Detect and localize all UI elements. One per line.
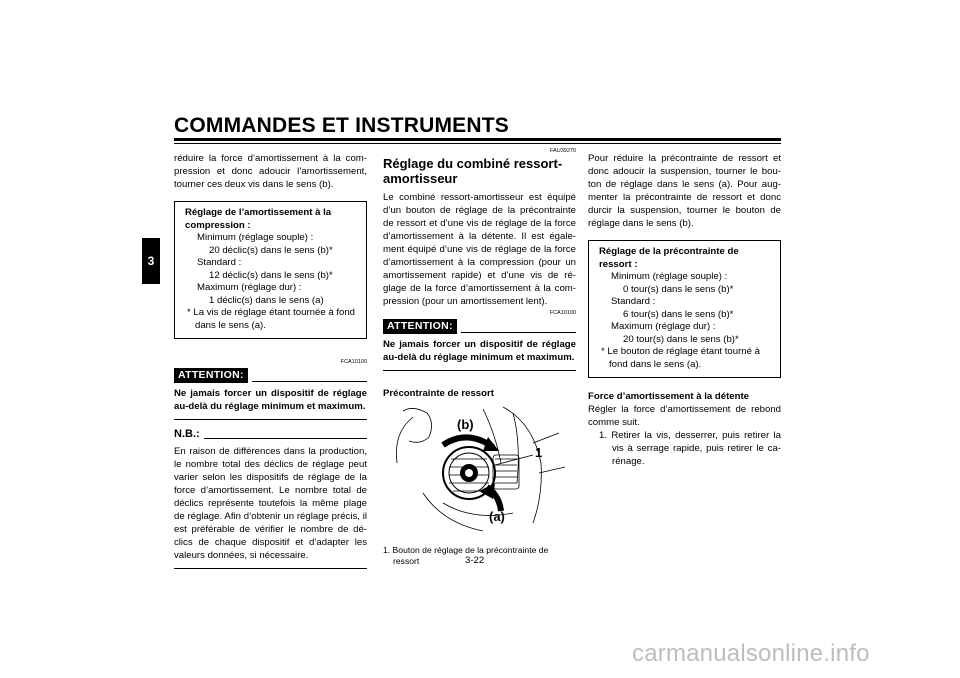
watermark: carmanualsonline.info (632, 640, 870, 667)
attention-bar (383, 319, 576, 334)
spec-std-value: 6 tour(s) dans le sens (b)* (623, 308, 734, 320)
rebound-body: Régler la force d’amortissement de rebond comme suit. (588, 404, 781, 428)
reference-code: FCA10100 (340, 359, 367, 365)
header-rule (174, 138, 781, 141)
subheading-spring-preload: Précontrainte de ressort (383, 388, 494, 399)
spec-max-label: Maximum (réglage dur) : (197, 282, 302, 293)
attention-text: Ne jamais forcer un dispositif de réglage au-delà du réglage minimum et maximum. (174, 388, 367, 412)
spec-box-preload (588, 240, 781, 378)
attention-rule (252, 381, 367, 382)
note-label: N.B.: (174, 428, 200, 440)
label-a: (a) (489, 509, 505, 524)
spec-title: Réglage de la précontrainte de ressort : (599, 246, 739, 270)
section-heading: Réglage du combiné ressort-amortisseur (383, 156, 563, 186)
attention-bar (174, 368, 367, 383)
note-rule (204, 438, 367, 439)
intro-text: réduire la force d’amortissement à la compression et donc adoucir l’amortissement, tourner ces deux vis dans le sens (b). (174, 153, 367, 190)
spec-std-label: Standard : (611, 296, 656, 307)
spec-max-label: Maximum (réglage dur) : (611, 321, 716, 332)
spec-max-value: 20 tour(s) dans le sens (b)* (623, 333, 739, 345)
page-number: 3-22 (465, 555, 485, 566)
spec-box-compression (174, 201, 367, 339)
column-2 (383, 148, 576, 566)
spec-min-value: 20 déclic(s) dans le sens (b)* (209, 244, 333, 256)
note-bar (174, 428, 367, 441)
section-body: Le combiné ressort-amortisseur est équipé d’un bouton de réglage de la précontrainte de ressort et d’une vis de réglage de la force d’amortissement à la détente. Il est également équipé d’une vis de réglage de la force d’amortissement à la compression (pour un amortissement rapide) et d’une vis de réglage de la force d’amortissement à la compression (pour un amortissement lent). (383, 192, 576, 307)
spec-std-value: 12 déclic(s) dans le sens (b)* (209, 269, 333, 281)
attention-label: ATTENTION: (383, 319, 457, 334)
note-text: En raison de différences dans la production, le nombre total des déclics de réglage peut varier selon les dispositifs de réglage de la force d’amortissement. Le nombre total de déclics représente toutefois la même plage de réglage. Afin d’obtenir un réglage précis, il est préférable de vérifier le nombre de déclics de chaque dispositif et d’adapter les valeurs données, si nécessaire. (174, 446, 367, 561)
reference-code: FCA10100 (549, 310, 576, 316)
label-b: (b) (457, 417, 474, 432)
spring-preload-figure (383, 403, 575, 538)
note-end-rule (174, 568, 367, 569)
attention-end-rule (174, 419, 367, 420)
attention-text: Ne jamais forcer un dispositif de réglage au-delà du réglage minimum et maximum. (383, 339, 576, 363)
chapter-tab: 3 (142, 238, 160, 284)
attention-end-rule (383, 370, 576, 371)
spec-std-label: Standard : (197, 257, 242, 268)
page-title: COMMANDES ET INSTRUMENTS (174, 114, 509, 137)
column-3 (588, 152, 781, 468)
spec-title: Réglage de l’amortissement à la compression : (185, 207, 332, 231)
spec-max-value: 1 déclic(s) dans le sens (a) (209, 294, 324, 306)
label-1: 1 (535, 445, 543, 460)
step-1: 1. Retirer la vis, desserrer, puis retirer la vis à serrage rapide, puis retirer le carénage. (599, 430, 781, 467)
attention-rule (461, 332, 576, 333)
intro-text: Pour réduire la précontrainte de ressort et donc adoucir la suspension, tourner le bouton de réglage dans le sens (a). Pour augmenter la précontrainte de ressort et donc durcir la suspension, tourner le bouton de réglage dans le sens (b). (588, 153, 781, 229)
spec-note: * La vis de réglage étant tournée à fond dans le sens (a). (187, 307, 356, 331)
subheading-rebound: Force d’amortissement à la détente (588, 391, 750, 402)
spec-min-label: Minimum (réglage souple) : (197, 232, 314, 243)
reference-code-top: FAU39270 (550, 148, 576, 154)
figure-caption: 1. Bouton de réglage de la précontrainte de ressort (383, 545, 549, 566)
spec-min-label: Minimum (réglage souple) : (611, 271, 728, 282)
column-1 (174, 152, 367, 569)
spec-note: * Le bouton de réglage étant tourné à fond dans le sens (a). (601, 346, 760, 370)
attention-label: ATTENTION: (174, 368, 248, 383)
header-rule-thin (174, 143, 781, 144)
spec-min-value: 0 tour(s) dans le sens (b)* (623, 283, 734, 295)
